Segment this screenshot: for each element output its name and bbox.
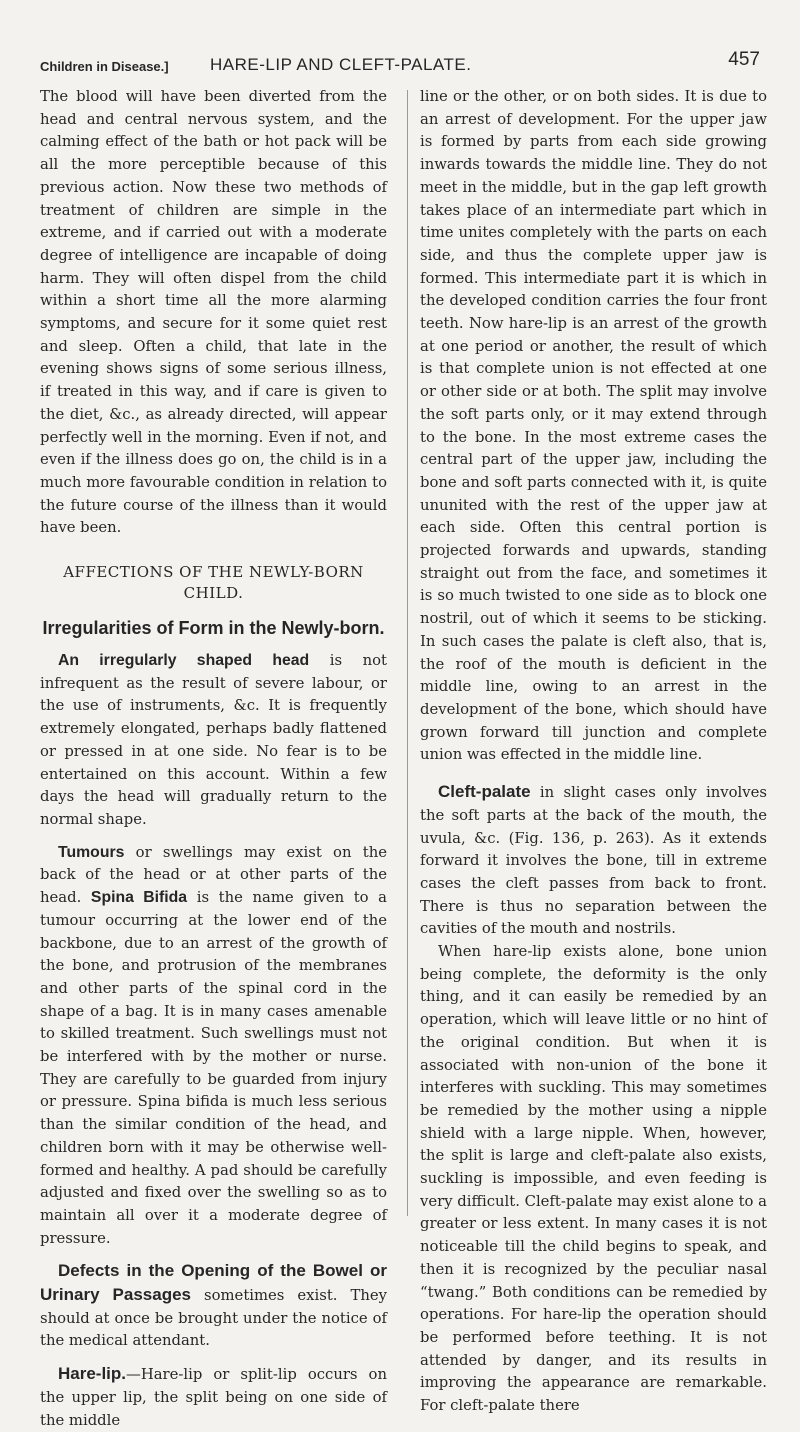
term-irregular-head: An irregularly shaped head [58,652,310,670]
paragraph-bath-treatment: The blood will have been diverted from the head and central nervous system, and the calming effect of the bath or hot pack will be all the more perceptible because of this previous action. Now these two methods of treatment of children are simple in the extreme, and if carried out with a moderate degree of intelligence are incapable of doing harm. They will often dispel from the child within a short time all the more alarming symptoms, and secure for it some quiet rest and sleep. Often a child, that late in the evening shows signs of some serious illness, if treated in this way, and if care is given to the diet, &c., as already directed, will appear perfectly well in the morning. Even if not, and even if the illness does go on, the child is in a much more favourable condition in relation to the future course of the illness than it would have been. [40,88,387,537]
term-defects: Defects in the Opening of the Bowel or Urinary Passages [40,1261,387,1305]
paragraph-irregular-head: An irregularly shaped head is not infrequent as the result of severe labour, or the use of instruments, &c. It is frequently extremely elongated, perhaps badly flattened or pressed in at one side. No fear is to be entertained on this account. Within a few days the head will gradually return to the normal shape. [40,652,387,828]
left-column [40,86,387,1432]
term-spina-bifida: Spina Bifida [90,889,188,907]
page-number: 457 [728,49,760,70]
paragraph-hare-lip-cont: line or the other, or on both sides. It is due to an arrest of development. For the upper jaw is formed by parts from each side growing inwards towards the middle line. They do not meet in the middle, but in the gap left growth takes place of an intermediate part which in time unites completely with the parts on each side, and thus the complete upper jaw is formed. This intermediate part it is which in the developed condition carries the four front teeth. Now hare-lip is an arrest of the growth at one period or another, the result of which is that complete union is not effected at one or other side or at both. The split may involve the soft parts only, or it may extend through to the bone. In the most extreme cases the central part of the upper jaw, including the bone and soft parts connected with it, is quite ununited with the rest of the upper jaw at each side. Often this central portion is projected forwards and upwards, standing straight out from the face, and sometimes it is so much twisted to one side as to block one nostril, out of which it seems to be sticking. In such cases the palate is cleft also, that is, the roof of the mouth is deficient in the middle line, owing to an arrest in the development of the bone, which should have grown forward till junction and complete union was effected in the middle line. [420,88,767,764]
term-hare-lip: Hare-lip. [58,1364,127,1384]
header-section: Children in Disease.] [40,59,169,74]
term-cleft-palate: Cleft-palate [438,782,531,802]
header-title: HARE-LIP AND CLEFT-PALATE. [210,55,472,74]
subheading: Irregularities of Form in the Newly-born. [42,618,385,639]
paragraph-cleft-palate: Cleft-palate in slight cases only involves the soft parts at the back of the mouth, the uvula, &c. (Fig. 136, p. 263). As it extends forward it involves the bone, till in extreme cases the cleft passes from back to front. There is thus no separation between the cavities of the mouth and nostrils. [420,782,767,938]
running-header [40,45,760,75]
paragraph-defects: Defects in the Opening of the Bowel or Urinary Passages sometimes exist. They should at once be brought under the notice of the medical attendant. [40,1261,387,1350]
paragraph-hare-lip: Hare-lip.—Hare-lip or split-lip occurs on the upper lip, the split being on one side of the middle [40,1364,387,1429]
section-title: AFFECTIONS OF THE NEWLY-BORN CHILD. [63,563,364,603]
column-divider [407,90,408,1216]
right-column [420,86,767,1418]
paragraph-treatment: When hare-lip exists alone, bone union being complete, the deformity is the only thing, and it can easily be remedied by an operation, which will leave little or no hint of the original condition. But when it is associated with non-union of the bone it interferes with suckling. This may sometimes be remedied by the mother using a nipple shield with a large nipple. When, however, the split is large and cleft-palate also exists, suckling is impossible, and even feeding is very difficult. Cleft-palate may exist alone to a greater or less extent. In many cases it is not noticeable till the child begins to speak, and then it is recognized by the peculiar nasal “twang.” Both conditions can be remedied by operations. For hare-lip the operation should be performed before teething. It is not attended by danger, and its results in improving the appearance are remarkable. For cleft-palate there [420,943,767,1415]
term-tumours: Tumours [58,843,125,861]
paragraph-tumours: Tumours or swellings may exist on the back of the head or at other parts of the head. Spina Bifida is the name given to a tumour occurring at the lower end of the backbone, due to an arrest of the growth of the bone, and protrusion of the membranes and other parts of the spinal cord in the shape of a bag. It is in many cases amenable to skilled treatment. Such swellings must not be interfered with by the mother or nurse. They are carefully to be guarded from injury or pressure. Spina bifida is much less serious than the similar condition of the head, and children born with it may be otherwise well-formed and healthy. A pad should be carefully adjusted and fixed over the swelling so as to maintain all over it a moderate degree of pressure. [40,843,388,1247]
